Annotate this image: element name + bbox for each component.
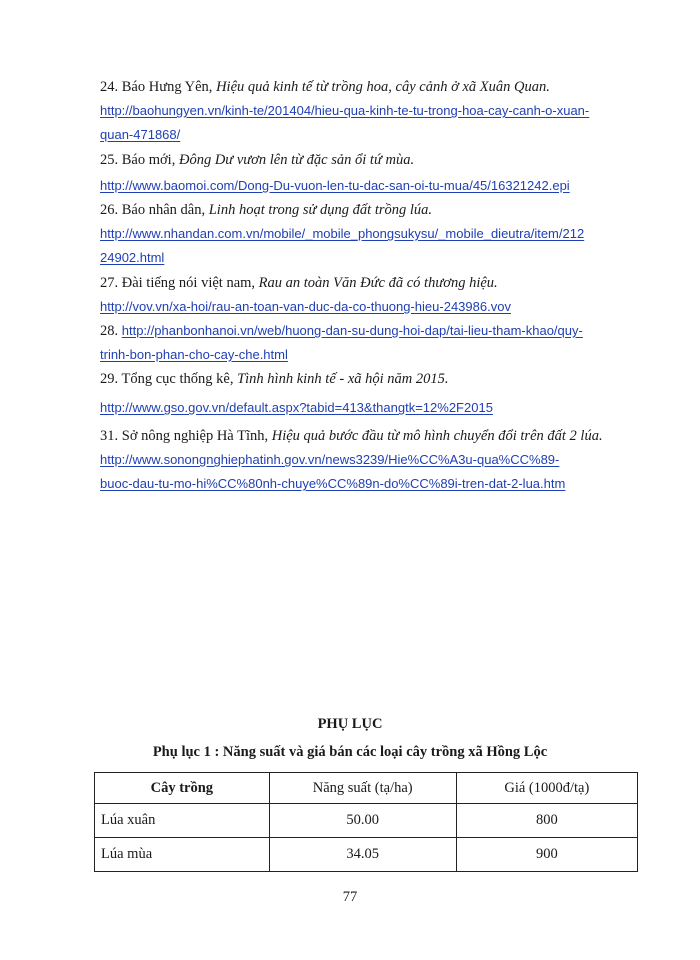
reference-27-link[interactable]: http://vov.vn/xa-hoi/rau-an-toan-van-duc-da-co-thuong-hieu-243986.vov	[100, 299, 511, 314]
reference-source: Tổng cục thống kê,	[121, 371, 234, 387]
reference-number: 28.	[100, 323, 119, 339]
cell-crop: Lúa xuân	[95, 804, 270, 838]
reference-title: Hiệu quả kinh tế từ trồng hoa, cây cảnh ở xã Xuân Quan.	[216, 79, 550, 95]
reference-28-link[interactable]: http://phanbonhanoi.vn/web/huong-dan-su-dung-hoi-dap/tai-lieu-tham-khao/quy-	[121, 323, 583, 338]
cell-yield: 50.00	[269, 804, 456, 838]
reference-27-citation	[100, 274, 498, 292]
reference-28-citation	[100, 322, 583, 340]
reference-24-citation	[100, 78, 550, 96]
reference-26-link[interactable]: http://www.nhandan.com.vn/mobile/_mobile_phongsukysu/_mobile_dieutra/item/212	[100, 226, 585, 241]
cell-crop: Lúa mùa	[95, 838, 270, 872]
reference-source: Đài tiếng nói việt nam,	[121, 275, 256, 291]
reference-title: Tình hình kinh tế - xã hội năm 2015.	[237, 371, 449, 387]
page-number: 77	[342, 889, 358, 905]
reference-25-link[interactable]: http://www.baomoi.com/Dong-Du-vuon-len-tu-dac-san-oi-tu-mua/45/16321242.epi	[100, 178, 570, 193]
reference-28-link-cont[interactable]: trinh-bon-phan-cho-cay-che.html	[100, 347, 288, 362]
reference-31-link-cont[interactable]: buoc-dau-tu-mo-hi%CC%80nh-chuye%CC%89n-do%CC%89i-tren-dat-2-lua.htm	[100, 476, 566, 491]
reference-title: Rau an toàn Văn Đức đã có thương hiệu.	[258, 275, 498, 291]
reference-26-citation	[100, 201, 432, 219]
reference-31-citation	[100, 427, 603, 445]
cell-price: 800	[456, 804, 637, 838]
header-yield: Năng suất (tạ/ha)	[269, 773, 456, 804]
reference-number: 29.	[100, 371, 119, 387]
reference-29-citation	[100, 370, 449, 388]
reference-number: 24.	[100, 79, 119, 95]
crop-yield-price-table	[94, 772, 638, 872]
reference-source: Sở nông nghiệp Hà Tĩnh,	[121, 428, 269, 444]
reference-31-link[interactable]: http://www.sonongnghiephatinh.gov.vn/news3239/Hie%CC%A3u-qua%CC%89-	[100, 452, 560, 467]
reference-number: 25.	[100, 152, 119, 168]
table-header-row	[95, 773, 638, 804]
reference-26-link-cont[interactable]: 24902.html	[100, 250, 165, 265]
reference-24-link[interactable]: http://baohungyen.vn/kinh-te/201404/hieu-qua-kinh-te-tu-trong-hoa-cay-canh-o-xuan-	[100, 103, 590, 118]
table-row	[95, 804, 638, 838]
reference-number: 27.	[100, 275, 119, 291]
header-crop: Cây trồng	[95, 773, 270, 804]
reference-number: 26.	[100, 202, 119, 218]
reference-source: Báo Hưng Yên,	[121, 79, 213, 95]
table-row	[95, 838, 638, 872]
appendix-title: PHỤ LỤC	[317, 716, 383, 732]
reference-source: Báo mới,	[121, 152, 176, 168]
reference-number: 31.	[100, 428, 119, 444]
reference-source: Báo nhân dân,	[121, 202, 206, 218]
cell-yield: 34.05	[269, 838, 456, 872]
reference-24-link-cont[interactable]: quan-471868/	[100, 127, 181, 142]
cell-price: 900	[456, 838, 637, 872]
reference-29-link[interactable]: http://www.gso.gov.vn/default.aspx?tabid=413&thangtk=12%2F2015	[100, 400, 493, 415]
reference-title: Đông Dư vươn lên từ đặc sản ổi tứ mùa.	[178, 152, 415, 168]
reference-title: Linh hoạt trong sử dụng đất trồng lúa.	[208, 202, 433, 218]
reference-title: Hiệu quả bước đầu từ mô hình chuyển đổi trên đất 2 lúa.	[271, 428, 603, 444]
reference-25-citation	[100, 151, 414, 169]
header-price: Giá (1000đ/tạ)	[456, 773, 637, 804]
appendix-subtitle: Phụ lục 1 : Năng suất và giá bán các loại cây trồng xã Hồng Lộc	[152, 744, 548, 760]
